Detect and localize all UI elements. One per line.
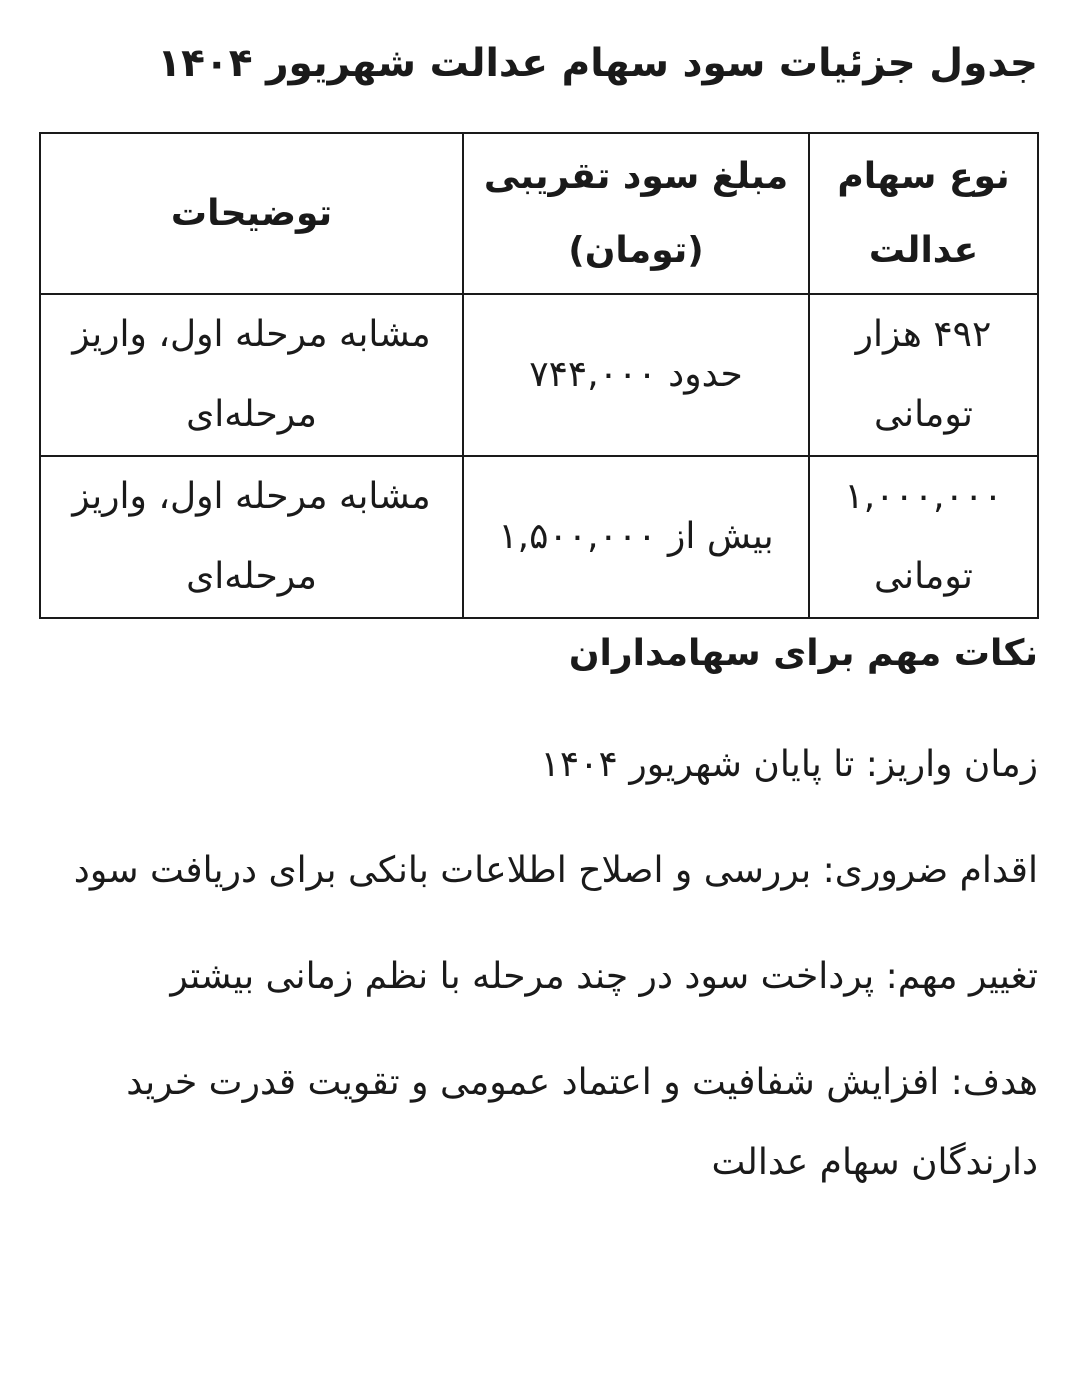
- header-description: توضیحات: [40, 133, 463, 294]
- notes-list: [38, 725, 1038, 1229]
- header-share-type: نوع سهام عدالت: [809, 133, 1038, 294]
- header-dividend-amount: مبلغ سود تقریبی (تومان): [463, 133, 809, 294]
- note-item-important-change: تغییر مهم: پرداخت سود در چند مرحله با نظم زمانی بیشتر: [170, 956, 1038, 997]
- page-title: جدول جزئیات سود سهام عدالت شهریور ۱۴۰۴: [157, 41, 1038, 86]
- table-row: [40, 294, 1038, 456]
- table-body: [40, 294, 1038, 618]
- dividend-table: [39, 132, 1039, 619]
- notes-heading: نکات مهم برای سهامداران: [568, 633, 1038, 674]
- cell-share-type: ۴۹۲ هزار تومانی: [809, 294, 1038, 456]
- cell-description: مشابه مرحله اول، واریز مرحله‌ای: [40, 456, 463, 618]
- note-item-deposit-time: زمان واریز: تا پایان شهریور ۱۴۰۴: [540, 744, 1038, 785]
- cell-share-type: ۱,۰۰۰,۰۰۰ تومانی: [809, 456, 1038, 618]
- table-header-row: [40, 133, 1038, 294]
- note-item-goal: هدف: افزایش شفافیت و اعتماد عمومی و تقویت قدرت خرید دارندگان سهام عدالت: [126, 1062, 1038, 1183]
- table-row: [40, 456, 1038, 618]
- cell-dividend-amount: بیش از ۱,۵۰۰,۰۰۰: [463, 456, 809, 618]
- cell-dividend-amount: حدود ۷۴۴,۰۰۰: [463, 294, 809, 456]
- cell-description: مشابه مرحله اول، واریز مرحله‌ای: [40, 294, 463, 456]
- note-item-required-action: اقدام ضروری: بررسی و اصلاح اطلاعات بانکی برای دریافت سود: [73, 850, 1038, 891]
- table-header: [40, 133, 1038, 294]
